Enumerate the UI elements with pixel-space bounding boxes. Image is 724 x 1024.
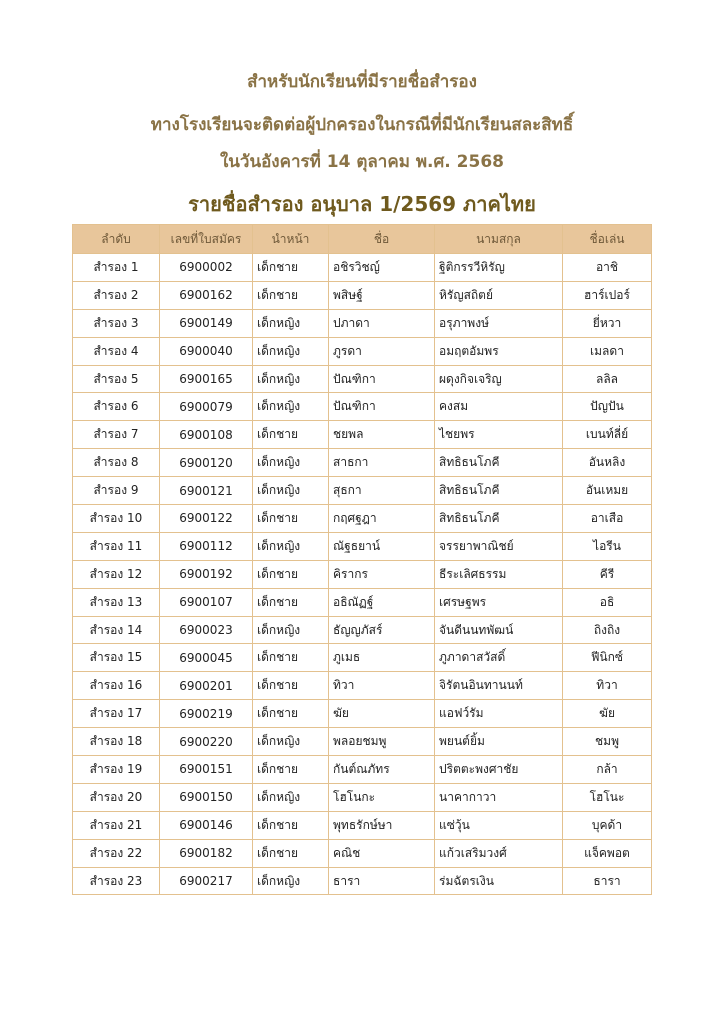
first-name-cell: ชยพล — [329, 421, 435, 449]
order-cell: สำรอง 21 — [73, 811, 160, 839]
application-no-cell: 6900162 — [160, 281, 253, 309]
application-no-cell: 6900107 — [160, 588, 253, 616]
nickname-cell: ฮาร์เปอร์ — [563, 281, 652, 309]
prefix-cell: เด็กชาย — [253, 254, 329, 282]
application-no-cell: 6900217 — [160, 867, 253, 895]
nickname-cell: ไอรีน — [563, 532, 652, 560]
order-cell: สำรอง 7 — [73, 421, 160, 449]
prefix-cell: เด็กชาย — [253, 756, 329, 784]
prefix-cell: เด็กชาย — [253, 644, 329, 672]
column-header-application-no: เลขที่ใบสมัคร — [160, 225, 253, 254]
first-name-cell: ธัญญภัสร์ — [329, 616, 435, 644]
first-name-cell: ฆัย — [329, 700, 435, 728]
nickname-cell: อันหลิง — [563, 449, 652, 477]
document-title: รายชื่อสำรอง อนุบาล 1/2569 ภาคไทย — [188, 192, 536, 216]
last-name-cell: ธีระเลิศธรรม — [435, 560, 563, 588]
application-no-cell: 6900220 — [160, 728, 253, 756]
nickname-cell: เบนท์ลี่ย์ — [563, 421, 652, 449]
order-cell: สำรอง 12 — [73, 560, 160, 588]
nickname-cell: ชมพู — [563, 728, 652, 756]
nickname-cell: อันเหมย — [563, 477, 652, 505]
order-cell: สำรอง 11 — [73, 532, 160, 560]
prefix-cell: เด็กชาย — [253, 560, 329, 588]
last-name-cell: ภูภาดาสวัสดิ์ — [435, 644, 563, 672]
prefix-cell: เด็กหญิง — [253, 867, 329, 895]
application-no-cell: 6900121 — [160, 477, 253, 505]
nickname-cell: เมลดา — [563, 337, 652, 365]
table-row — [73, 309, 652, 337]
order-cell: สำรอง 10 — [73, 505, 160, 533]
last-name-cell: พยนต์ยิ้ม — [435, 728, 563, 756]
prefix-cell: เด็กหญิง — [253, 449, 329, 477]
prefix-cell: เด็กหญิง — [253, 365, 329, 393]
last-name-cell: จิรัตนอินทานนท์ — [435, 672, 563, 700]
order-cell: สำรอง 19 — [73, 756, 160, 784]
last-name-cell: หิรัญสถิตย์ — [435, 281, 563, 309]
last-name-cell: จรรยาพาณิชย์ — [435, 532, 563, 560]
first-name-cell: พุทธรักษ์ษา — [329, 811, 435, 839]
application-no-cell: 6900040 — [160, 337, 253, 365]
application-no-cell: 6900182 — [160, 839, 253, 867]
first-name-cell: ทิวา — [329, 672, 435, 700]
table-row — [73, 393, 652, 421]
column-header-nickname: ชื่อเล่น — [563, 225, 652, 254]
table-row — [73, 421, 652, 449]
order-cell: สำรอง 22 — [73, 839, 160, 867]
nickname-cell: ถิงถิง — [563, 616, 652, 644]
table-row — [73, 616, 652, 644]
column-header-prefix: นำหน้า — [253, 225, 329, 254]
first-name-cell: อชิรวิชญ์ — [329, 254, 435, 282]
prefix-cell: เด็กหญิง — [253, 309, 329, 337]
table-row — [73, 532, 652, 560]
order-cell: สำรอง 3 — [73, 309, 160, 337]
nickname-cell: อาเสือ — [563, 505, 652, 533]
first-name-cell: ธารา — [329, 867, 435, 895]
first-name-cell: คณิช — [329, 839, 435, 867]
last-name-cell: แก้วเสริมวงศ์ — [435, 839, 563, 867]
order-cell: สำรอง 8 — [73, 449, 160, 477]
application-no-cell: 6900201 — [160, 672, 253, 700]
prefix-cell: เด็กชาย — [253, 505, 329, 533]
first-name-cell: พลอยชมพู — [329, 728, 435, 756]
application-no-cell: 6900079 — [160, 393, 253, 421]
prefix-cell: เด็กหญิง — [253, 616, 329, 644]
nickname-cell: ธารา — [563, 867, 652, 895]
application-no-cell: 6900149 — [160, 309, 253, 337]
table-row — [73, 644, 652, 672]
order-cell: สำรอง 18 — [73, 728, 160, 756]
first-name-cell: ปัณฑิกา — [329, 365, 435, 393]
prefix-cell: เด็กหญิง — [253, 337, 329, 365]
order-cell: สำรอง 9 — [73, 477, 160, 505]
table-row — [73, 672, 652, 700]
table-body — [73, 254, 652, 895]
application-no-cell: 6900002 — [160, 254, 253, 282]
column-header-first-name: ชื่อ — [329, 225, 435, 254]
table-row — [73, 254, 652, 282]
prefix-cell: เด็กชาย — [253, 839, 329, 867]
table-row — [73, 811, 652, 839]
table-row — [73, 337, 652, 365]
application-no-cell: 6900045 — [160, 644, 253, 672]
table-row — [73, 867, 652, 895]
first-name-cell: สุธกา — [329, 477, 435, 505]
first-name-cell: สาธกา — [329, 449, 435, 477]
nickname-cell: คีรี — [563, 560, 652, 588]
application-no-cell: 6900108 — [160, 421, 253, 449]
last-name-cell: สิทธิธนโภคี — [435, 505, 563, 533]
prefix-cell: เด็กหญิง — [253, 477, 329, 505]
table-row — [73, 365, 652, 393]
order-cell: สำรอง 6 — [73, 393, 160, 421]
last-name-cell: ร่มฉัตรเงิน — [435, 867, 563, 895]
order-cell: สำรอง 5 — [73, 365, 160, 393]
table-row — [73, 560, 652, 588]
table-row — [73, 756, 652, 784]
prefix-cell: เด็กหญิง — [253, 532, 329, 560]
last-name-cell: อมฤตอัมพร — [435, 337, 563, 365]
first-name-cell: กฤศฐฎา — [329, 505, 435, 533]
first-name-cell: พสิษฐ์ — [329, 281, 435, 309]
nickname-cell: อาชิ — [563, 254, 652, 282]
application-no-cell: 6900120 — [160, 449, 253, 477]
prefix-cell: เด็กชาย — [253, 811, 329, 839]
table-row — [73, 505, 652, 533]
first-name-cell: ภูเมธ — [329, 644, 435, 672]
prefix-cell: เด็กหญิง — [253, 393, 329, 421]
table-row — [73, 700, 652, 728]
table-row — [73, 839, 652, 867]
nickname-cell: ปัญปัน — [563, 393, 652, 421]
table-row — [73, 783, 652, 811]
nickname-cell: อธิ — [563, 588, 652, 616]
nickname-cell: กล้า — [563, 756, 652, 784]
last-name-cell: คงสม — [435, 393, 563, 421]
application-no-cell: 6900146 — [160, 811, 253, 839]
order-cell: สำรอง 23 — [73, 867, 160, 895]
nickname-cell: ทิวา — [563, 672, 652, 700]
order-cell: สำรอง 4 — [73, 337, 160, 365]
reserve-list-table — [72, 224, 652, 895]
nickname-cell: ฟีนิกซ์ — [563, 644, 652, 672]
last-name-cell: ปริตตะพงศาชัย — [435, 756, 563, 784]
last-name-cell: อรุภาพงษ์ — [435, 309, 563, 337]
first-name-cell: คิรากร — [329, 560, 435, 588]
order-cell: สำรอง 13 — [73, 588, 160, 616]
first-name-cell: ปัณฑิกา — [329, 393, 435, 421]
application-no-cell: 6900165 — [160, 365, 253, 393]
order-cell: สำรอง 16 — [73, 672, 160, 700]
last-name-cell: สิทธิธนโภคี — [435, 477, 563, 505]
first-name-cell: ภูรดา — [329, 337, 435, 365]
first-name-cell: โฮโนกะ — [329, 783, 435, 811]
order-cell: สำรอง 17 — [73, 700, 160, 728]
last-name-cell: ผดุงกิจเจริญ — [435, 365, 563, 393]
nickname-cell: ฆัย — [563, 700, 652, 728]
table-header-row — [73, 225, 652, 254]
notice-line-1: สำหรับนักเรียนที่มีรายชื่อสำรอง — [247, 72, 477, 92]
nickname-cell: โฮโนะ — [563, 783, 652, 811]
prefix-cell: เด็กชาย — [253, 672, 329, 700]
prefix-cell: เด็กหญิง — [253, 783, 329, 811]
application-no-cell: 6900151 — [160, 756, 253, 784]
prefix-cell: เด็กชาย — [253, 700, 329, 728]
application-no-cell: 6900192 — [160, 560, 253, 588]
first-name-cell: อธิณัฏฐ์ — [329, 588, 435, 616]
application-no-cell: 6900112 — [160, 532, 253, 560]
prefix-cell: เด็กหญิง — [253, 728, 329, 756]
application-no-cell: 6900023 — [160, 616, 253, 644]
last-name-cell: ฐิติกรรวีหิรัญ — [435, 254, 563, 282]
column-header-order: ลำดับ — [73, 225, 160, 254]
first-name-cell: ปภาดา — [329, 309, 435, 337]
nickname-cell: แจ็คพอต — [563, 839, 652, 867]
order-cell: สำรอง 15 — [73, 644, 160, 672]
application-no-cell: 6900219 — [160, 700, 253, 728]
nickname-cell: ยี่หวา — [563, 309, 652, 337]
prefix-cell: เด็กชาย — [253, 588, 329, 616]
order-cell: สำรอง 20 — [73, 783, 160, 811]
nickname-cell: ลลิล — [563, 365, 652, 393]
application-no-cell: 6900150 — [160, 783, 253, 811]
notice-line-2: ทางโรงเรียนจะติดต่อผู้ปกครองในกรณีที่มีนักเรียนสละสิทธิ์ — [150, 115, 574, 135]
last-name-cell: เศรษฐพร — [435, 588, 563, 616]
last-name-cell: ไชยพร — [435, 421, 563, 449]
table-row — [73, 728, 652, 756]
table-row — [73, 477, 652, 505]
last-name-cell: จันดีนนทพัฒน์ — [435, 616, 563, 644]
order-cell: สำรอง 14 — [73, 616, 160, 644]
order-cell: สำรอง 2 — [73, 281, 160, 309]
last-name-cell: สิทธิธนโภคี — [435, 449, 563, 477]
first-name-cell: กันต์ณภัทร — [329, 756, 435, 784]
column-header-last-name: นามสกุล — [435, 225, 563, 254]
last-name-cell: แอฟว์รัม — [435, 700, 563, 728]
first-name-cell: ณัฐธยาน์ — [329, 532, 435, 560]
prefix-cell: เด็กชาย — [253, 281, 329, 309]
table-row — [73, 449, 652, 477]
application-no-cell: 6900122 — [160, 505, 253, 533]
prefix-cell: เด็กชาย — [253, 421, 329, 449]
nickname-cell: บุคด้า — [563, 811, 652, 839]
table-row — [73, 588, 652, 616]
table-row — [73, 281, 652, 309]
notice-date: ในวันอังคารที่ 14 ตุลาคม พ.ศ. 2568 — [220, 152, 504, 172]
order-cell: สำรอง 1 — [73, 254, 160, 282]
last-name-cell: นาคากาวา — [435, 783, 563, 811]
last-name-cell: แซ่วุ้น — [435, 811, 563, 839]
